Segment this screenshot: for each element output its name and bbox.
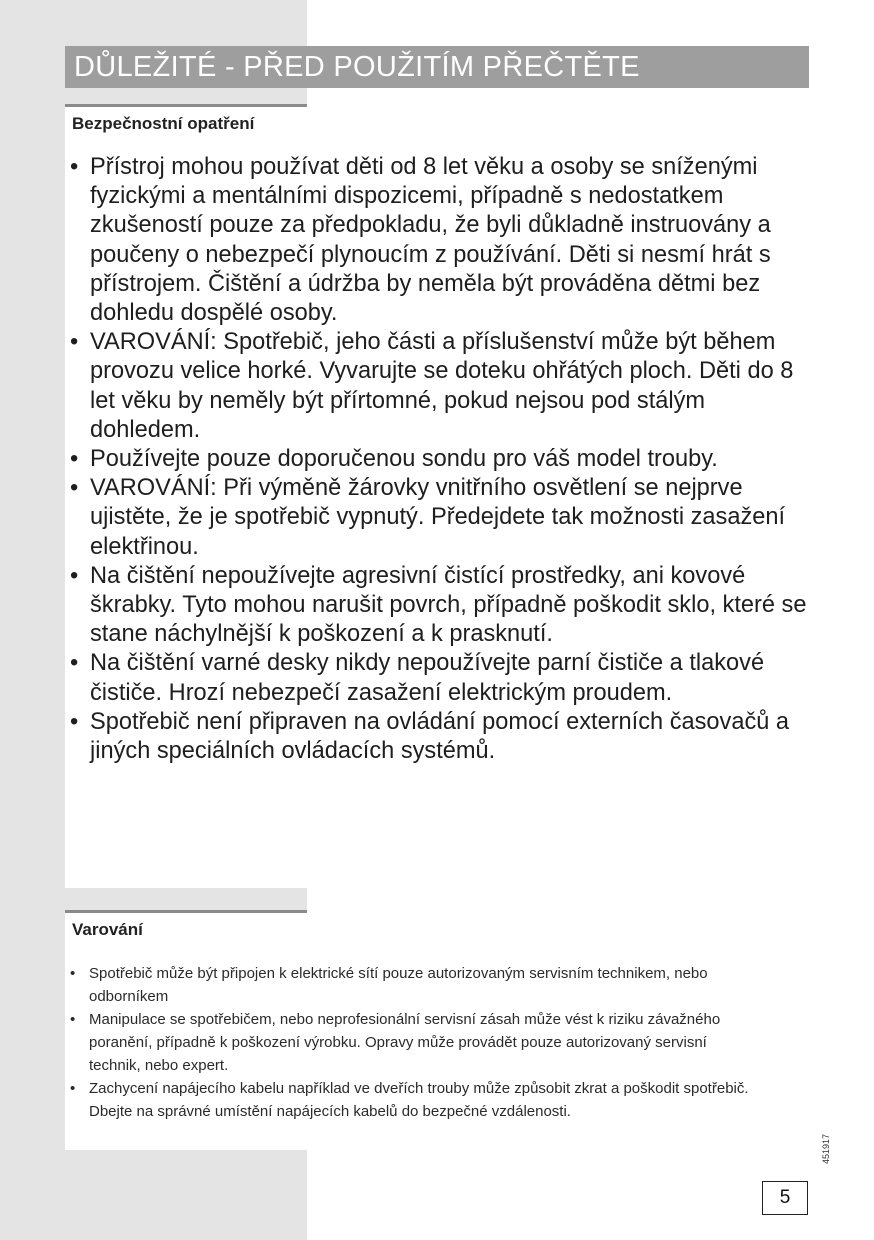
list-item: • Spotřebič může být připojen k elektrické sítí pouze autorizovaným servisním technikem, nebo odborníkem: [65, 962, 755, 1008]
list-item: • Spotřebič není připraven na ovládání pomocí externích časovačů a jiných speciálních ovládacích systémů.: [65, 708, 809, 766]
safety-panel: [65, 150, 809, 888]
document-code: 451917: [821, 1133, 831, 1164]
list-item: • VAROVÁNÍ: Při výměně žárovky vnitřního osvětlení se nejprve ujistěte, že je spotřebič vypnutý. Předejdete tak možnosti zasažení elektřinou.: [65, 474, 809, 562]
list-item: • Na čištění nepoužívejte agresivní čistící prostředky, ani kovové škrabky. Tyto mohou narušit povrch, případně poškodit sklo, které se stane náchylnější k poškození a k prasknutí.: [65, 562, 809, 650]
warning-heading: Varování: [72, 920, 143, 939]
list-item: • Na čištění varné desky nikdy nepoužívejte parní čističe a tlakové čističe. Hrozí nebezpečí zasažení elektrickým proudem.: [65, 649, 809, 707]
warning-panel: [65, 956, 755, 1150]
title-bar: [65, 46, 809, 88]
page-number: 5: [762, 1181, 808, 1215]
list-item: • VAROVÁNÍ: Spotřebič, jeho části a příslušenství může být během provozu velice horké. Vyvarujte se doteku ohřátých ploch. Děti do 8 let věku by neměly být přírtomné, pokud nejsou pod stálým dohledem.: [65, 328, 809, 445]
warning-section-header: [65, 910, 307, 956]
list-item: • Manipulace se spotřebičem, nebo neprofesionální servisní zásah může vést k riziku závažného poranění, případně k poškození výrobku. Opravy může provádět pouze autorizovaný servisní technik, nebo expert.: [65, 1008, 755, 1077]
page-title: DŮLEŽITÉ - PŘED POUŽITÍM PŘEČTĚTE: [74, 51, 640, 83]
warning-list: [65, 956, 755, 1123]
list-item: • Používejte pouze doporučenou sondu pro váš model trouby.: [65, 445, 809, 474]
safety-section-header: [65, 104, 307, 150]
safety-list: [65, 150, 809, 766]
safety-heading: Bezpečnostní opatření: [72, 114, 255, 133]
list-item: • Zachycení napájecího kabelu například ve dveřích trouby může způsobit zkrat a poškodit spotřebič. Dbejte na správné umístění napájecích kabelů do bezpečné vzdálenosti.: [65, 1077, 755, 1123]
list-item: • Přístroj mohou používat děti od 8 let věku a osoby se sníženými fyzickými a mentálními dispozicemi, případně s nedostatkem zkušeností pouze za předpokladu, že byli důkladně instruovány a poučeny o nebezpečí plynoucím z používání. Děti si nesmí hrát s přístrojem. Čištění a údržba by neměla být prováděna dětmi bez dohledu dospělé osoby.: [65, 153, 809, 328]
